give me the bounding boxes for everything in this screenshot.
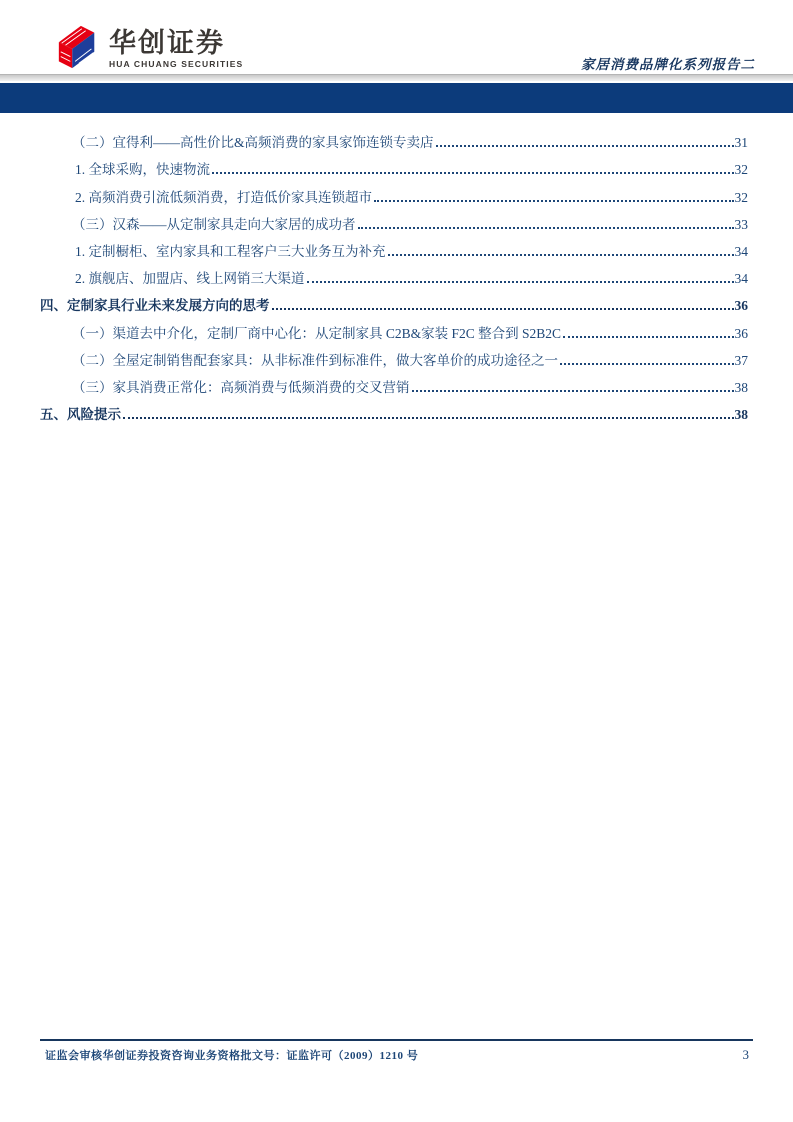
footer-license-text: 证监会审核华创证券投资咨询业务资格批文号：证监许可（2009）1210 号 [45,1050,419,1062]
toc-dot-leader [436,145,734,147]
toc-dot-leader [388,254,734,256]
toc-entry-label: 五、风险提示 [40,407,121,423]
table-of-contents [40,127,748,426]
toc-entry-page: 38 [734,379,748,395]
toc-entry-label: （二）宜得利——高性价比&高频消费的家具家饰连锁专卖店 [72,135,434,151]
footer-divider [40,1039,753,1041]
toc-dot-leader [374,200,734,202]
toc-entry[interactable] [40,317,748,344]
toc-entry-label: （三）汉森——从定制家具走向大家居的成功者 [72,216,356,232]
toc-entry-page: 37 [734,352,748,368]
toc-entry[interactable] [40,236,748,263]
toc-dot-leader [307,281,734,283]
toc-entry[interactable] [40,290,748,317]
footer [45,1047,749,1063]
toc-entry[interactable] [40,263,748,290]
toc-entry-label: （二）全屋定制销售配套家具：从非标准件到标准件，做大客单价的成功途径之一 [72,352,558,368]
page-number: 3 [742,1047,749,1062]
toc-entry-page: 34 [734,271,748,287]
toc-entry[interactable] [40,154,748,181]
toc-entry-page: 36 [734,298,748,314]
toc-entry-page: 34 [734,243,748,259]
toc-dot-leader [272,308,734,310]
toc-dot-leader [563,336,733,338]
header-navy-bar [0,83,793,113]
toc-entry-label: （一）渠道去中介化，定制厂商中心化：从定制家具 C2B&家装 F2C 整合到 S2B2C [72,325,562,341]
toc-dot-leader [412,390,734,392]
toc-entry-label: 1. 全球采购，快速物流 [75,162,210,178]
toc-dot-leader [212,172,734,174]
toc-entry-page: 36 [734,325,748,341]
toc-entry[interactable] [40,209,748,236]
toc-entry-label: （三）家具消费正常化：高频消费与低频消费的交叉营销 [72,379,410,395]
huachuang-logo-icon [55,23,101,71]
toc-entry-label: 四、定制家具行业未来发展方向的思考 [40,298,270,314]
toc-entry-page: 31 [734,135,748,151]
toc-dot-leader [560,363,734,365]
toc-entry-page: 33 [734,216,748,232]
toc-entry-page: 32 [734,189,748,205]
toc-entry-label: 2. 旗舰店、加盟店、线上网销三大渠道 [75,271,305,287]
toc-entry[interactable] [40,399,748,426]
toc-entry-page: 38 [734,407,748,423]
report-series-label: 家居消费品牌化系列报告二 [581,57,755,72]
toc-entry-page: 32 [734,162,748,178]
toc-entry-label: 2. 高频消费引流低频消费，打造低价家具连锁超市 [75,189,372,205]
logo-company-name: 华创证券 [109,28,225,58]
toc-entry[interactable] [40,345,748,372]
toc-entry-label: 1. 定制橱柜、室内家具和工程客户三大业务互为补充 [75,243,386,259]
toc-entry[interactable] [40,181,748,208]
header-divider [0,74,793,81]
company-logo [55,23,243,71]
toc-dot-leader [358,227,734,229]
logo-company-name-en: HUA CHUANG SECURITIES [109,59,244,70]
toc-entry[interactable] [40,372,748,399]
toc-dot-leader [123,417,734,419]
toc-entry[interactable] [40,127,748,154]
